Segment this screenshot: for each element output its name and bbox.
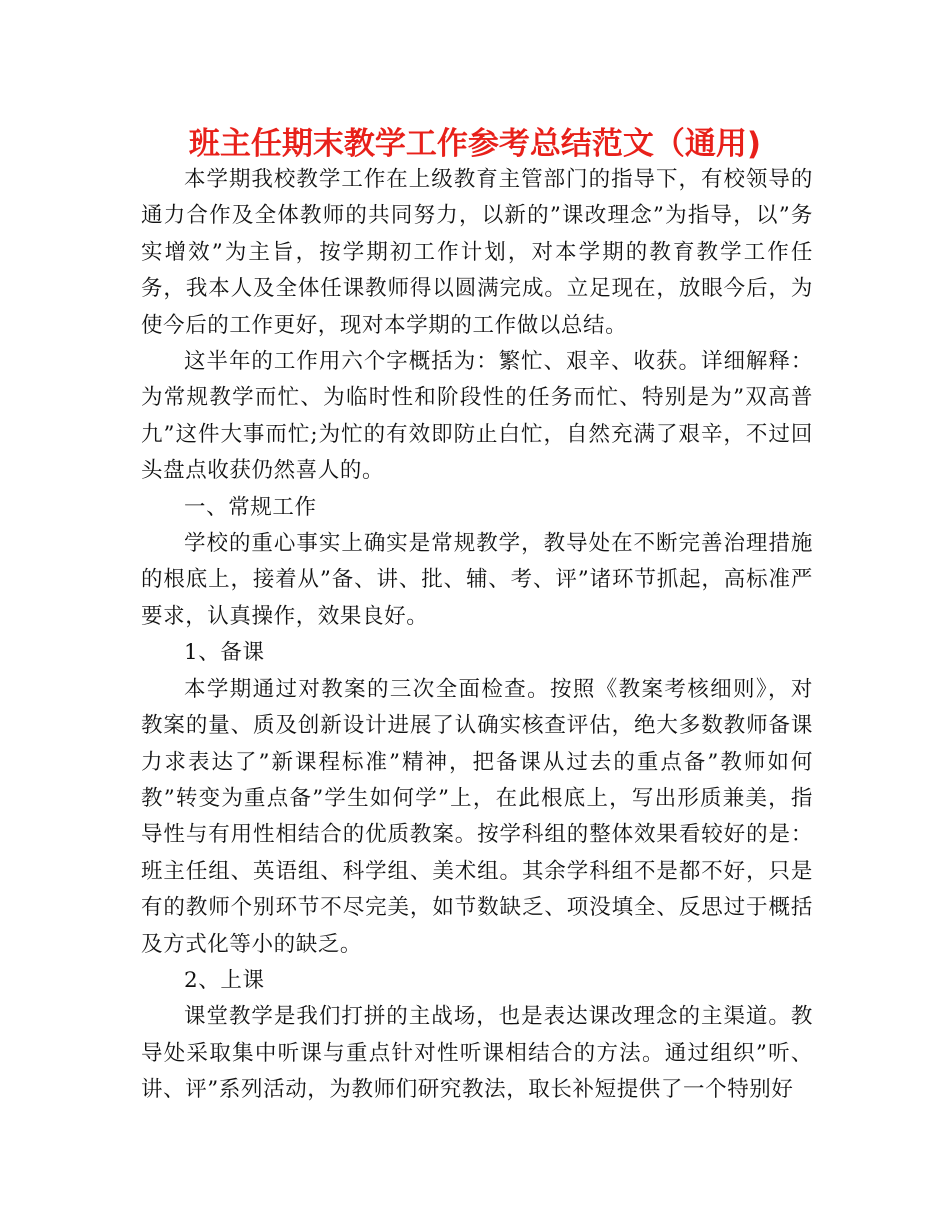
subheading-teaching: 2、上课	[184, 967, 265, 993]
paragraph-summary: 这半年的工作用六个字概括为：繁忙、艰辛、收获。详细解释：为常规教学而忙、为临时性和阶段性的任务而忙、特别是为”双高普九”这件大事而忙;为忙的有效即防止白忙，自然充满了艰辛，不过回头盘点收获仍然喜人的。	[141, 349, 813, 484]
subheading-lesson-prep: 1、备课	[184, 640, 265, 666]
paragraph-lesson-prep: 本学期通过对教案的三次全面检查。按照《教案考核细则》，对教案的量、质及创新设计进展了认确实核查评估，绝大多数教师备课力求表达了”新课程标准”精神，把备课从过去的重点备”教师如何教”转变为重点备”学生如何学”上，在此根底上，写出形质兼美，指导性与有用性相结合的优质教案。按学科组的整体效果看较好的是：班主任组、英语组、科学组、美术组。其余学科组不是都不好，只是有的教师个别环节不尽完美，如节数缺乏、项没填全、反思过于概括及方式化等小的缺乏。	[141, 676, 813, 957]
paragraph-teaching: 课堂教学是我们打拼的主战场，也是表达课改理念的主渠道。教导处采取集中听课与重点针对性听课相结合的方法。通过组织”听、讲、评”系列活动，为教师们研究教法，取长补短提供了一个特别好	[141, 1004, 813, 1103]
paragraph-routine-work: 学校的重心事实上确实是常规教学，教导处在不断完善治理措施的根底上，接着从”备、讲、批、辅、考、评”诸环节抓起，高标准严要求，认真操作，效果良好。	[141, 531, 813, 629]
section-heading-routine-work: 一、常规工作	[184, 494, 317, 520]
document-body	[141, 162, 813, 1109]
paragraph-intro: 本学期我校教学工作在上级教育主管部门的指导下，有校领导的通力合作及全体教师的共同努力，以新的”课改理念”为指导，以”务实增效”为主旨，按学期初工作计划，对本学期的教育教学工作任务，我本人及全体任课教师得以圆满完成。立足现在，放眼今后，为使今后的工作更好，现对本学期的工作做以总结。	[141, 167, 813, 338]
document-title: 班主任期末教学工作参考总结范文（通用)	[188, 126, 762, 162]
